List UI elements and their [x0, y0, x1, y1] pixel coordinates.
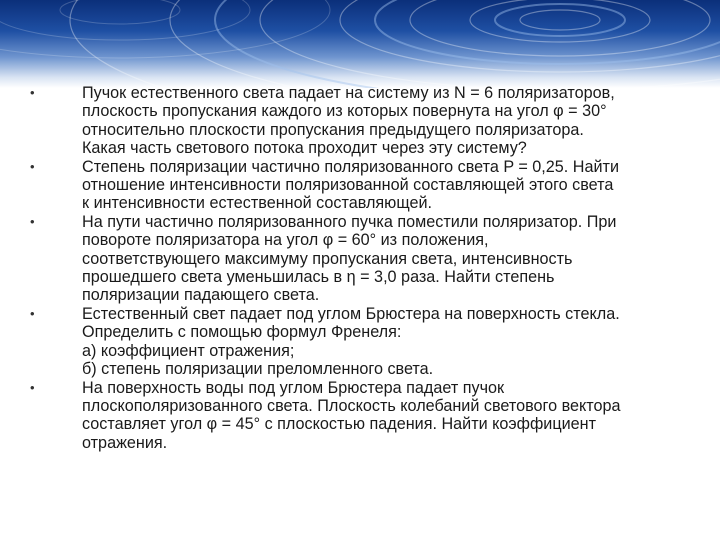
text-line: б) степень поляризации преломленного света.: [82, 360, 434, 379]
bullet: •: [30, 213, 35, 229]
text-line: Определить с помощью формул Френеля:: [82, 323, 402, 342]
text-line: На поверхность воды под углом Брюстера падает пучок: [82, 378, 505, 397]
text-line: Естественный свет падает под углом Брюстера на поверхность стекла.: [82, 304, 620, 323]
text-line: отражения.: [82, 433, 168, 452]
bullet: •: [30, 379, 35, 395]
problem-item-2: [0, 158, 720, 213]
problem-item-4: [0, 305, 720, 379]
text-line: плоскополяризованного света. Плоскость колебаний светового вектора: [82, 396, 621, 415]
bullet: •: [30, 85, 35, 100]
bullet: •: [30, 158, 35, 174]
text-line: поляризации падающего света.: [82, 286, 320, 305]
text-line: Какая часть светового потока проходит через эту систему?: [82, 139, 527, 158]
text-line: На пути частично поляризованного пучка поместили поляризатор. При: [82, 212, 617, 231]
text-line: прошедшего света уменьшилась в η = 3,0 раза. Найти степень: [82, 268, 555, 287]
text-line: а) коэффициент отражения;: [82, 341, 295, 360]
text-line: отношение интенсивности поляризованной составляющей этого света: [82, 176, 614, 195]
problem-item-3: [0, 213, 720, 305]
text-line: относительно плоскости пропускания предыдущего поляризатора.: [82, 120, 584, 139]
text-line: составляет угол φ = 45° с плоскостью падения. Найти коэффициент: [82, 415, 597, 434]
text-line: повороте поляризатора на угол φ = 60° из положения,: [82, 231, 489, 250]
text-line: к интенсивности естественной составляющей.: [82, 194, 433, 213]
text-line: Пучок естественного света падает на систему из N = 6 поляризаторов,: [82, 84, 615, 102]
header-banner: [0, 0, 720, 88]
text-line: плоскость пропускания каждого из которых повернута на угол φ = 30°: [82, 102, 607, 121]
text-line: соответствующего максимуму пропускания света, интенсивность: [82, 249, 573, 268]
water-ripple-decoration: [0, 0, 720, 88]
bullet: •: [30, 305, 35, 321]
text-line: Степень поляризации частично поляризованного света P = 0,25. Найти: [82, 157, 619, 176]
slide-content: [0, 84, 720, 452]
problem-item-1: [0, 84, 720, 158]
problem-item-5: [0, 379, 720, 453]
